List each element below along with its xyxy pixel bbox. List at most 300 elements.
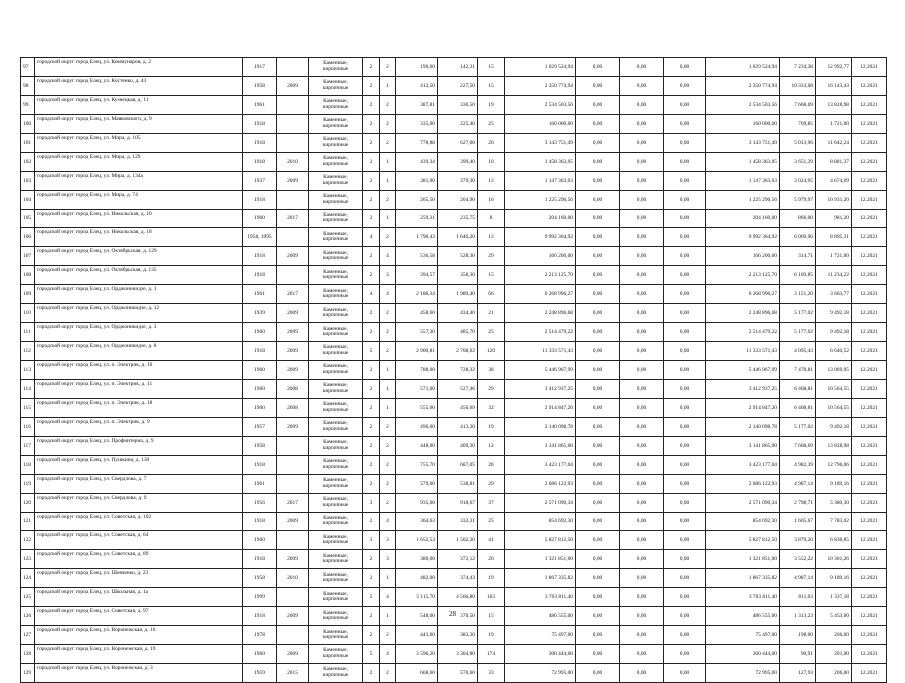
cell-budget-cost: 0,00 <box>620 531 664 550</box>
cell-limit-cost: 9 189,16 <box>816 569 852 588</box>
cell-total-area: 387,81 <box>396 95 438 114</box>
cell-other-cost: 3 143 751,49 <box>706 133 780 152</box>
cell-other-cost: 72 995,00 <box>706 664 780 683</box>
cell-build-year: 1999 <box>243 588 277 607</box>
cell-total-cost: 2 140 098,78 <box>505 417 576 436</box>
cell-unit-cost: 4 987,14 <box>780 474 816 493</box>
cell-residents: 120 <box>478 342 505 361</box>
cell-address: городской округ город Елец, ул. Никольская, д. 10 <box>35 209 243 228</box>
cell-entrances: 2 <box>380 474 396 493</box>
cell-wall-material: Каменные, кирпичные <box>309 58 363 77</box>
cell-other-cost: 2 686 122,93 <box>706 474 780 493</box>
cell-residents: 29 <box>478 474 505 493</box>
cell-owner-cost: 0,00 <box>664 569 706 588</box>
cell-residents: 19 <box>478 95 505 114</box>
cell-address: городской округ город Елец, ул. Мира, д. 105 <box>35 133 243 152</box>
cell-living-area: 485,70 <box>438 323 478 342</box>
table-row <box>21 474 887 493</box>
cell-row-number: 124 <box>21 569 35 588</box>
cell-residents: 8 <box>478 209 505 228</box>
cell-total-area: 381,00 <box>396 171 438 190</box>
cell-address: городской округ город Елец, ул. Шевченко, д. 23 <box>35 569 243 588</box>
cell-floors: 2 <box>363 379 380 398</box>
cell-unit-cost: 2 798,71 <box>780 493 816 512</box>
cell-total-cost: 2 514 479,22 <box>505 323 576 342</box>
cell-living-area: 3 304,80 <box>438 645 478 664</box>
cell-residents: 66 <box>478 285 505 304</box>
cell-fund-cost: 0,00 <box>576 379 620 398</box>
cell-completion-date: 12.2021 <box>852 171 887 190</box>
cell-living-area: 2 768,02 <box>438 342 478 361</box>
cell-address: городской округ город Елец, ул. Свердлова, д. 7 <box>35 474 243 493</box>
cell-wall-material: Каменные, кирпичные <box>309 512 363 531</box>
cell-address: городской округ город Елец, ул. п. Электрик, д. 10 <box>35 361 243 380</box>
cell-fund-cost: 0,00 <box>576 114 620 133</box>
cell-total-area: 5 115,70 <box>396 588 438 607</box>
cell-address: городской округ город Елец, ул. Советская, д. 97 <box>35 607 243 626</box>
cell-budget-cost: 0,00 <box>620 190 664 209</box>
cell-fund-cost: 0,00 <box>576 58 620 77</box>
cell-address: городской округ город Елец, ул. Мира, д. 134а <box>35 171 243 190</box>
cell-other-cost: 3 141 865,00 <box>706 436 780 455</box>
cell-budget-cost: 0,00 <box>620 550 664 569</box>
cell-residents: 29 <box>478 379 505 398</box>
cell-entrances: 2 <box>380 304 396 323</box>
cell-completion-date: 12.2021 <box>852 398 887 417</box>
cell-limit-cost: 1 337,18 <box>816 588 852 607</box>
cell-residents: 15 <box>478 76 505 95</box>
cell-total-area: 265,50 <box>396 190 438 209</box>
cell-living-area: 413,30 <box>438 417 478 436</box>
cell-entrances: 1 <box>380 76 396 95</box>
cell-owner-cost: 0,00 <box>664 285 706 304</box>
cell-fund-cost: 0,00 <box>576 550 620 569</box>
cell-unit-cost: 1 313,23 <box>780 607 816 626</box>
table-row <box>21 664 887 683</box>
cell-residents: 25 <box>478 323 505 342</box>
table-row <box>21 58 887 77</box>
cell-living-area: 142,31 <box>438 58 478 77</box>
cell-residents: 19 <box>478 626 505 645</box>
cell-build-year: 1958 <box>243 569 277 588</box>
cell-entrances: 2 <box>380 228 396 247</box>
cell-renovation-year: 2009 <box>277 550 309 569</box>
cell-total-cost: 204 160,00 <box>505 209 576 228</box>
cell-build-year: 1961 <box>243 285 277 304</box>
cell-entrances: 2 <box>380 342 396 361</box>
cell-unit-cost: 7 668,69 <box>780 436 816 455</box>
cell-row-number: 110 <box>21 304 35 323</box>
cell-completion-date: 12.2021 <box>852 512 887 531</box>
cell-renovation-year: 2008 <box>277 379 309 398</box>
cell-limit-cost: 981,20 <box>816 209 852 228</box>
cell-living-area: 627,00 <box>438 133 478 152</box>
cell-completion-date: 12.2021 <box>852 304 887 323</box>
cell-residents: 28 <box>478 455 505 474</box>
cell-address: городской округ город Елец, ул. п. Электрик, д. 11 <box>35 379 243 398</box>
cell-other-cost: 2 350 774,94 <box>706 76 780 95</box>
cell-total-area: 190,00 <box>396 58 438 77</box>
cell-total-area: 380,00 <box>396 550 438 569</box>
cell-total-area: 439,34 <box>396 152 438 171</box>
cell-limit-cost: 9 492,18 <box>816 417 852 436</box>
cell-row-number: 101 <box>21 133 35 152</box>
cell-living-area: 379,30 <box>438 171 478 190</box>
cell-other-cost: 2 571 090,34 <box>706 493 780 512</box>
cell-wall-material: Каменные, кирпичные <box>309 664 363 683</box>
cell-living-area: 370,50 <box>438 607 478 626</box>
cell-living-area: 728,32 <box>438 361 478 380</box>
cell-total-area: 778,88 <box>396 133 438 152</box>
cell-residents: 19 <box>478 417 505 436</box>
cell-build-year: 1956 <box>243 493 277 512</box>
cell-fund-cost: 0,00 <box>576 361 620 380</box>
cell-renovation-year: 2009 <box>277 361 309 380</box>
cell-residents: 10 <box>478 152 505 171</box>
cell-build-year: 1958 <box>243 76 277 95</box>
cell-address: городской округ город Елец, ул. Воронежская, д. 3 <box>35 664 243 683</box>
cell-row-number: 119 <box>21 474 35 493</box>
cell-total-area: 458,60 <box>396 304 438 323</box>
cell-floors: 3 <box>363 531 380 550</box>
cell-limit-cost: 5 380,30 <box>816 493 852 512</box>
cell-other-cost: 1 867 335,82 <box>706 569 780 588</box>
cell-address: городской округ город Елец, ул. Орджоникидзе, д. 1 <box>35 285 243 304</box>
cell-build-year: 1958, 1995 <box>243 228 277 247</box>
cell-floors: 2 <box>363 550 380 569</box>
cell-completion-date: 12.2021 <box>852 323 887 342</box>
cell-fund-cost: 0,00 <box>576 342 620 361</box>
cell-build-year: 1918 <box>243 342 277 361</box>
cell-fund-cost: 0,00 <box>576 190 620 209</box>
cell-total-cost: 3 143 751,49 <box>505 133 576 152</box>
cell-unit-cost: 3 879,26 <box>780 531 816 550</box>
cell-other-cost: 486 555,00 <box>706 607 780 626</box>
cell-owner-cost: 0,00 <box>664 474 706 493</box>
cell-completion-date: 12.2021 <box>852 531 887 550</box>
cell-completion-date: 12.2021 <box>852 285 887 304</box>
cell-total-area: 668,60 <box>396 664 438 683</box>
cell-floors: 2 <box>363 512 380 531</box>
cell-limit-cost: 8 895,31 <box>816 228 852 247</box>
cell-limit-cost: 5 453,00 <box>816 607 852 626</box>
cell-budget-cost: 0,00 <box>620 133 664 152</box>
cell-residents: 32 <box>478 398 505 417</box>
cell-wall-material: Каменные, кирпичные <box>309 493 363 512</box>
cell-fund-cost: 0,00 <box>576 645 620 664</box>
cell-row-number: 102 <box>21 152 35 171</box>
cell-fund-cost: 0,00 <box>576 531 620 550</box>
cell-entrances: 2 <box>380 455 396 474</box>
cell-fund-cost: 0,00 <box>576 323 620 342</box>
cell-completion-date: 12.2021 <box>852 190 887 209</box>
cell-address: городской округ город Елец, ул. Профинтерна, д. 9 <box>35 436 243 455</box>
cell-other-cost: 1 029 524,94 <box>706 58 780 77</box>
cell-total-cost: 2 350 774,94 <box>505 76 576 95</box>
cell-residents: 16 <box>478 190 505 209</box>
cell-wall-material: Каменные, кирпичные <box>309 531 363 550</box>
cell-fund-cost: 0,00 <box>576 607 620 626</box>
cell-budget-cost: 0,00 <box>620 95 664 114</box>
cell-floors: 2 <box>363 323 380 342</box>
cell-living-area: 358,30 <box>438 266 478 285</box>
cell-limit-cost: 1 721,00 <box>816 247 852 266</box>
cell-unit-cost: 6 169,85 <box>780 266 816 285</box>
cell-limit-cost: 6 640,52 <box>816 342 852 361</box>
cell-total-cost: 3 703 811,40 <box>505 588 576 607</box>
cell-entrances: 1 <box>380 607 396 626</box>
cell-total-cost: 3 423 177,04 <box>505 455 576 474</box>
cell-owner-cost: 0,00 <box>664 209 706 228</box>
cell-entrances: 2 <box>380 95 396 114</box>
cell-renovation-year <box>277 531 309 550</box>
cell-total-cost: 1 147 363,03 <box>505 171 576 190</box>
cell-wall-material: Каменные, кирпичные <box>309 304 363 323</box>
cell-total-cost: 5 446 967,99 <box>505 361 576 380</box>
table-row <box>21 266 887 285</box>
cell-completion-date: 12.2021 <box>852 114 887 133</box>
cell-address: городской округ город Елец, ул. Свердлова, д. 9 <box>35 493 243 512</box>
cell-limit-cost: 9 189,16 <box>816 474 852 493</box>
cell-fund-cost: 0,00 <box>576 133 620 152</box>
cell-budget-cost: 0,00 <box>620 379 664 398</box>
cell-floors: 2 <box>363 474 380 493</box>
cell-owner-cost: 0,00 <box>664 304 706 323</box>
table-row <box>21 209 887 228</box>
cell-residents: 37 <box>478 493 505 512</box>
cell-address: городской округ город Елец, ул. Школьная, д. 1а <box>35 588 243 607</box>
table-row <box>21 247 887 266</box>
cell-renovation-year <box>277 455 309 474</box>
cell-fund-cost: 0,00 <box>576 455 620 474</box>
cell-unit-cost: 3 552,22 <box>780 550 816 569</box>
cell-total-cost: 3 412 937,25 <box>505 379 576 398</box>
cell-budget-cost: 0,00 <box>620 493 664 512</box>
cell-limit-cost: 11 642,24 <box>816 133 852 152</box>
cell-budget-cost: 0,00 <box>620 114 664 133</box>
cell-limit-cost: 10 564,55 <box>816 379 852 398</box>
cell-owner-cost: 0,00 <box>664 379 706 398</box>
cell-completion-date: 12.2021 <box>852 76 887 95</box>
cell-build-year: 1939 <box>243 304 277 323</box>
cell-total-area: 755,70 <box>396 455 438 474</box>
table-row <box>21 626 887 645</box>
cell-address: городской округ город Елец, ул. Воронежская, д. 16 <box>35 626 243 645</box>
cell-residents: 13 <box>478 171 505 190</box>
cell-row-number: 118 <box>21 455 35 474</box>
cell-entrances: 1 <box>380 398 396 417</box>
cell-renovation-year <box>277 474 309 493</box>
cell-total-area: 259,31 <box>396 209 438 228</box>
cell-row-number: 99 <box>21 95 35 114</box>
cell-build-year: 1960 <box>243 645 277 664</box>
cell-living-area: 204,90 <box>438 190 478 209</box>
cell-total-area: 548,00 <box>396 607 438 626</box>
cell-living-area: 409,30 <box>438 436 478 455</box>
cell-other-cost: 1 225 296,56 <box>706 190 780 209</box>
cell-completion-date: 12.2021 <box>852 417 887 436</box>
table-row <box>21 550 887 569</box>
cell-unit-cost: 127,93 <box>780 664 816 683</box>
cell-completion-date: 12.2021 <box>852 133 887 152</box>
cell-row-number: 112 <box>21 342 35 361</box>
cell-owner-cost: 0,00 <box>664 361 706 380</box>
cell-living-area: 330,50 <box>438 95 478 114</box>
cell-living-area: 235,75 <box>438 209 478 228</box>
cell-owner-cost: 0,00 <box>664 114 706 133</box>
cell-living-area: 528,30 <box>438 247 478 266</box>
cell-limit-cost: 10 564,55 <box>816 398 852 417</box>
cell-fund-cost: 0,00 <box>576 512 620 531</box>
cell-entrances: 2 <box>380 664 396 683</box>
cell-budget-cost: 0,00 <box>620 626 664 645</box>
cell-other-cost: 2 213 125,70 <box>706 266 780 285</box>
cell-completion-date: 12.2021 <box>852 58 887 77</box>
cell-floors: 5 <box>363 588 380 607</box>
cell-row-number: 107 <box>21 247 35 266</box>
cell-total-cost: 1 321 851,00 <box>505 550 576 569</box>
cell-limit-cost: 4 674,09 <box>816 171 852 190</box>
cell-fund-cost: 0,00 <box>576 569 620 588</box>
cell-other-cost: 300 444,00 <box>706 645 780 664</box>
cell-wall-material: Каменные, кирпичные <box>309 95 363 114</box>
table-row <box>21 76 887 95</box>
table-row <box>21 417 887 436</box>
cell-row-number: 106 <box>21 228 35 247</box>
cell-row-number: 120 <box>21 493 35 512</box>
cell-build-year: 1959 <box>243 664 277 683</box>
cell-fund-cost: 0,00 <box>576 304 620 323</box>
cell-total-area: 335,00 <box>396 114 438 133</box>
cell-completion-date: 12.2021 <box>852 607 887 626</box>
cell-floors: 2 <box>363 209 380 228</box>
cell-fund-cost: 0,00 <box>576 436 620 455</box>
cell-floors: 2 <box>363 190 380 209</box>
cell-other-cost: 854 692,30 <box>706 512 780 531</box>
cell-wall-material: Каменные, кирпичные <box>309 607 363 626</box>
cell-residents: 20 <box>478 133 505 152</box>
cell-unit-cost: 811,03 <box>780 588 816 607</box>
cell-other-cost: 166 200,00 <box>706 247 780 266</box>
cell-renovation-year: 2017 <box>277 493 309 512</box>
cell-budget-cost: 0,00 <box>620 664 664 683</box>
cell-residents: 12 <box>478 436 505 455</box>
cell-row-number: 98 <box>21 76 35 95</box>
cell-owner-cost: 0,00 <box>664 588 706 607</box>
cell-residents: 19 <box>478 569 505 588</box>
cell-wall-material: Каменные, кирпичные <box>309 171 363 190</box>
table-row <box>21 304 887 323</box>
cell-budget-cost: 0,00 <box>620 512 664 531</box>
cell-owner-cost: 0,00 <box>664 455 706 474</box>
cell-total-area: 2 188,34 <box>396 285 438 304</box>
cell-owner-cost: 0,00 <box>664 664 706 683</box>
cell-unit-cost: 314,71 <box>780 247 816 266</box>
cell-owner-cost: 0,00 <box>664 76 706 95</box>
cell-living-area: 1 502,30 <box>438 531 478 550</box>
cell-entrances: 2 <box>380 190 396 209</box>
table-row <box>21 171 887 190</box>
table-row <box>21 285 887 304</box>
cell-living-area: 918,67 <box>438 493 478 512</box>
cell-other-cost: 2 140 098,78 <box>706 417 780 436</box>
cell-wall-material: Каменные, кирпичные <box>309 342 363 361</box>
cell-floors: 2 <box>363 152 380 171</box>
cell-completion-date: 12.2021 <box>852 645 887 664</box>
cell-unit-cost: 866,00 <box>780 209 816 228</box>
cell-build-year: 1960 <box>243 361 277 380</box>
cell-other-cost: 6 268 996,27 <box>706 285 780 304</box>
cell-row-number: 115 <box>21 398 35 417</box>
cell-build-year: 1918 <box>243 247 277 266</box>
cell-limit-cost: 3 663,77 <box>816 285 852 304</box>
cell-unit-cost: 5 013,96 <box>780 133 816 152</box>
table-row <box>21 455 887 474</box>
cell-address: городской округ город Елец, ул. Костенко, д. 43 <box>35 76 243 95</box>
cell-wall-material: Каменные, кирпичные <box>309 474 363 493</box>
cell-renovation-year: 2009 <box>277 342 309 361</box>
cell-floors: 2 <box>363 95 380 114</box>
cell-limit-cost: 206,00 <box>816 664 852 683</box>
cell-unit-cost: 5 177,02 <box>780 304 816 323</box>
cell-entrances: 1 <box>380 361 396 380</box>
cell-build-year: 1960 <box>243 323 277 342</box>
cell-owner-cost: 0,00 <box>664 247 706 266</box>
cell-row-number: 108 <box>21 266 35 285</box>
cell-other-cost: 75 497,00 <box>706 626 780 645</box>
cell-floors: 5 <box>363 342 380 361</box>
cell-total-cost: 166 200,00 <box>505 247 576 266</box>
cell-limit-cost: 9 492,18 <box>816 304 852 323</box>
cell-limit-cost: 13 828,98 <box>816 436 852 455</box>
cell-owner-cost: 0,00 <box>664 323 706 342</box>
cell-build-year: 1918 <box>243 455 277 474</box>
cell-owner-cost: 0,00 <box>664 171 706 190</box>
table-row <box>21 133 887 152</box>
cell-row-number: 100 <box>21 114 35 133</box>
cell-total-area: 448,00 <box>396 436 438 455</box>
table-row <box>21 228 887 247</box>
cell-address: городской округ город Елец, ул. Орджоникидзе, д. 12 <box>35 304 243 323</box>
cell-wall-material: Каменные, кирпичные <box>309 209 363 228</box>
cell-total-area: 482,00 <box>396 569 438 588</box>
cell-limit-cost: 1 721,00 <box>816 114 852 133</box>
cell-owner-cost: 0,00 <box>664 228 706 247</box>
cell-completion-date: 12.2021 <box>852 209 887 228</box>
table-row <box>21 398 887 417</box>
cell-row-number: 125 <box>21 588 35 607</box>
cell-total-area: 412,50 <box>396 76 438 95</box>
cell-wall-material: Каменные, кирпичные <box>309 133 363 152</box>
cell-address: городской округ город Елец, ул. Октябрьская, д. 135 <box>35 266 243 285</box>
cell-total-cost: 1 029 524,94 <box>505 58 576 77</box>
cell-completion-date: 12.2021 <box>852 228 887 247</box>
cell-floors: 2 <box>363 361 380 380</box>
cell-wall-material: Каменные, кирпичные <box>309 588 363 607</box>
cell-total-area: 1 798,43 <box>396 228 438 247</box>
cell-total-cost: 3 141 865,00 <box>505 436 576 455</box>
cell-build-year: 1918 <box>243 512 277 531</box>
cell-budget-cost: 0,00 <box>620 323 664 342</box>
cell-completion-date: 12.2021 <box>852 493 887 512</box>
cell-completion-date: 12.2021 <box>852 436 887 455</box>
cell-total-cost: 1 225 296,56 <box>505 190 576 209</box>
cell-address: городской округ город Елец, ул. Орджоникидзе, д. 3 <box>35 323 243 342</box>
cell-entrances: 4 <box>380 247 396 266</box>
cell-total-area: 571,00 <box>396 379 438 398</box>
cell-budget-cost: 0,00 <box>620 569 664 588</box>
cell-limit-cost: 13 069,95 <box>816 361 852 380</box>
